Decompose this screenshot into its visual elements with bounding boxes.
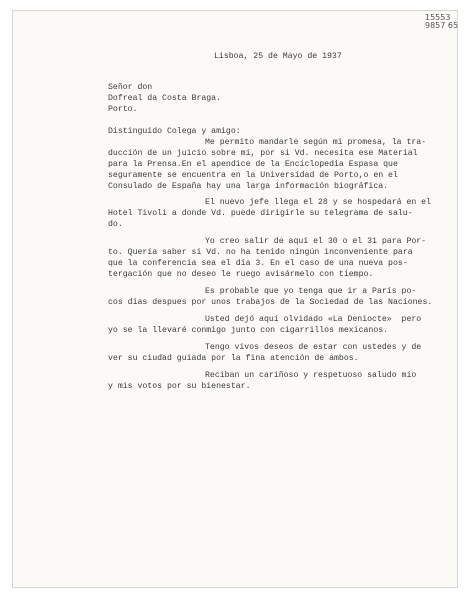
body-line: Hotel Tivoli a donde Vd. puede dirigirle su telegrama de salu- [108, 209, 413, 218]
recipient-line: Dofreal da Costa Braga. [108, 94, 222, 103]
archive-number: 15553 [425, 13, 451, 22]
body-line: seguramente se encuentra en la Universidad de Porto,o en el [108, 171, 398, 180]
body-line: do. [108, 220, 123, 229]
body-line: yo se la llevaré conmigo junto con cigarrillos mexicanos. [108, 326, 389, 335]
body-line: Yo creo salir de aquí el 30 o el 31 para Por- [205, 237, 427, 246]
body-line: Me permito mandarle según mi promesa, la tra- [205, 138, 427, 147]
recipient-line: Porto. [108, 105, 138, 114]
body-line: Tengo vivos deseos de estar con ustedes y de [205, 343, 422, 352]
body-line: ver su ciudad guiada por la fina atención de ambos. [108, 354, 359, 363]
salutation: Distinguido Colega y amigo: [108, 127, 241, 136]
body-line: to. Quería saber si Vd. no ha tenido ningún inconveniente para [108, 248, 413, 257]
body-line: ducción de un juicio sobre mí, por si Vd. necesita ese Material [108, 149, 418, 158]
body-line: que la conferencia sea el día 3. En el caso de una nueva pos- [108, 259, 408, 268]
body-line: Es probable que yo tenga que ir a París po- [205, 287, 417, 296]
archive-reference-mark [425, 14, 458, 30]
body-line: tergación que no deseo le ruego avisármelo con tiempo. [108, 270, 374, 279]
body-line: Usted dejó aquí olvidado «La Deniocte» pero [205, 315, 422, 324]
body-line: y mis votos por su bienestar. [108, 382, 251, 391]
body-line: cos días despues por unos trabajos de la Sociedad de las Naciones. [108, 298, 433, 307]
archive-number: 9857 65 [425, 21, 459, 30]
date-line: Lisboa, 25 de Mayo de 1937 [214, 52, 342, 61]
body-line: Consulado de España hay una larga información biográfica. [108, 182, 389, 191]
body-line: Reciban un cariñoso y respetuoso saludo mío [205, 371, 417, 380]
recipient-line: Señor don [108, 83, 153, 92]
body-line: para la Prensa.En el apendice de la Enciclopedia Espasa que [108, 160, 398, 169]
body-line: El nuevo jefe llega el 28 y se hospedará en el [205, 198, 432, 207]
